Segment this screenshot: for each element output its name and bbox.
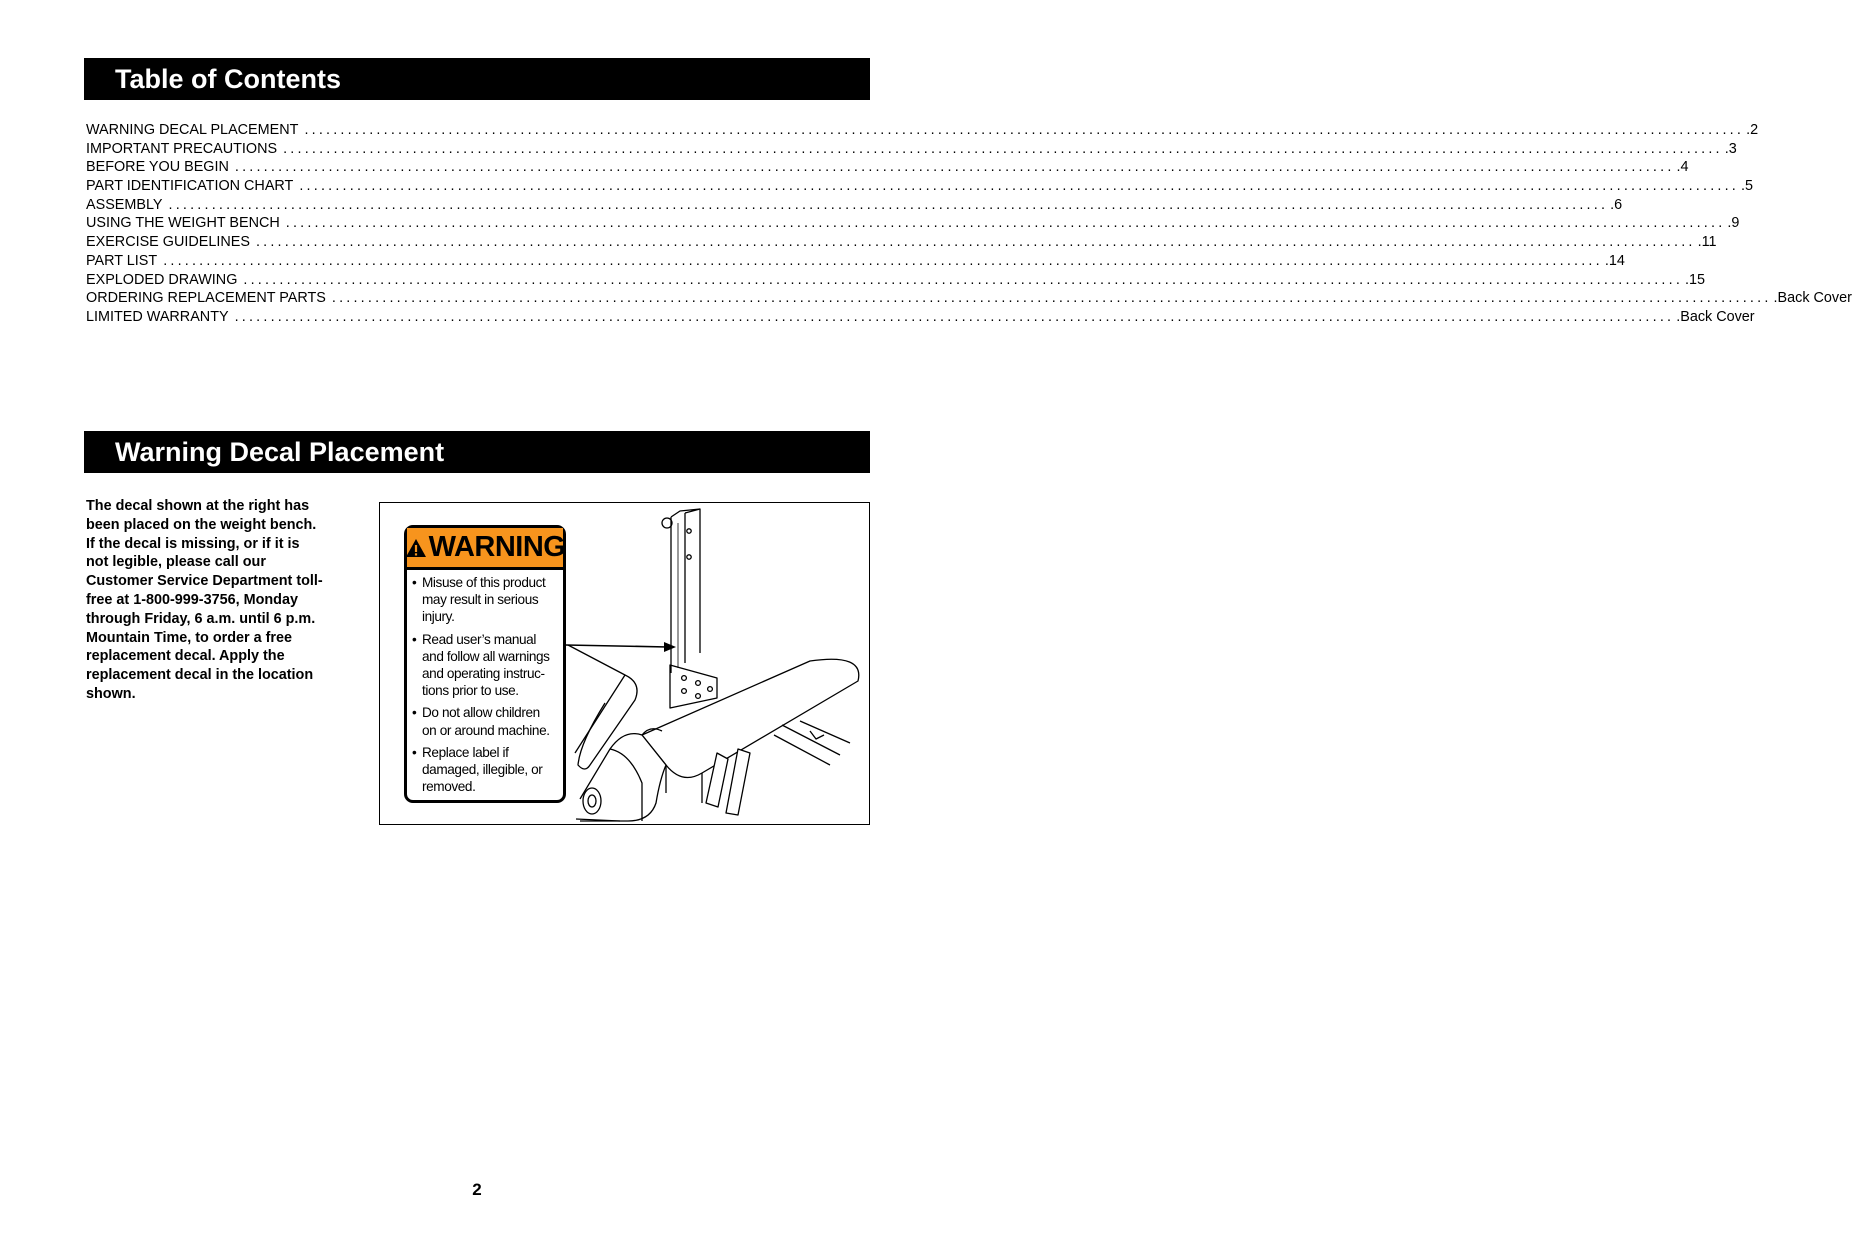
toc-entry-page: .5	[1741, 178, 1754, 195]
decal-instructions-line: Mountain Time, to order a free	[86, 629, 293, 646]
decal-illustration	[379, 502, 870, 825]
decal-instructions-line: not legible, please call our	[86, 554, 266, 571]
warning-decal	[404, 525, 566, 803]
toc-entry	[86, 158, 1689, 177]
warning-bullet-line: Do not allow children	[422, 705, 540, 721]
toc-entry	[86, 308, 1755, 327]
toc-leader-dots: ........................................................................................................................................................................................................	[304, 122, 1745, 138]
toc-entry-page: .3	[1724, 140, 1737, 157]
warning-decal-heading-bar	[84, 431, 870, 473]
bullet-icon: •	[412, 575, 417, 590]
warning-bullet	[412, 631, 557, 700]
warning-bullet-line: removed.	[422, 779, 476, 795]
arrow-head-icon	[664, 642, 676, 652]
decal-instructions-line: been placed on the weight bench.	[86, 516, 317, 533]
toc-list	[86, 121, 1852, 327]
toc-entry-title: PART LIST	[86, 252, 158, 269]
toc-entry-title: EXERCISE GUIDELINES	[86, 234, 250, 251]
warning-bullet	[412, 744, 557, 796]
warning-decal-title: WARNING	[428, 531, 566, 563]
toc-entry-page: .2	[1746, 122, 1759, 138]
toc-entry	[86, 252, 1625, 271]
toc-leader-dots: ........................................................................................................................................................................................................	[168, 196, 1609, 213]
toc-entry	[86, 121, 1759, 140]
toc-entry-page: .9	[1727, 215, 1740, 232]
toc-entry-title: ASSEMBLY	[86, 196, 163, 213]
warning-bullet-line: injury.	[422, 609, 455, 625]
decal-instructions-line: replacement decal. Apply the	[86, 648, 285, 665]
toc-entry-page: .15	[1685, 271, 1706, 288]
toc-entry	[86, 196, 1623, 215]
toc-entry	[86, 177, 1754, 196]
toc-entry-page: .6	[1610, 196, 1623, 213]
toc-entry-title: ORDERING REPLACEMENT PARTS	[86, 290, 326, 307]
decal-instructions-line: shown.	[86, 685, 136, 702]
decal-instructions-line: replacement decal in the location	[86, 667, 314, 684]
decal-instructions-text	[86, 497, 356, 704]
warning-bullet-line: damaged, illegible, or	[422, 762, 543, 778]
bullet-icon: •	[412, 631, 417, 647]
toc-heading: Table of Contents	[115, 64, 341, 94]
warning-bullet-line: on or around machine.	[422, 722, 550, 738]
warning-triangle-icon	[405, 537, 427, 559]
warning-bullet-line: Misuse of this product	[422, 575, 546, 590]
decal-instructions-line: The decal shown at the right has	[86, 498, 310, 514]
warning-bullet	[412, 574, 557, 626]
toc-entry-page: .4	[1676, 159, 1689, 176]
toc-leader-dots: ........................................................................................................................................................................................................	[255, 234, 1696, 251]
decal-instructions-line: Customer Service Department toll-	[86, 573, 323, 590]
warning-bullet	[412, 704, 557, 738]
toc-leader-dots: ........................................................................................................................................................................................................	[234, 308, 1675, 325]
toc-leader-dots: ........................................................................................................................................................................................................	[243, 271, 1684, 288]
toc-entry-page: .Back Cover	[1773, 290, 1852, 307]
decal-instructions-line: free at 1-800-999-3756, Monday	[86, 591, 298, 608]
toc-entry	[86, 271, 1706, 290]
page-number: 2	[472, 1180, 482, 1199]
warning-bullet-line: may result in serious	[422, 592, 539, 608]
toc-entry-title: EXPLODED DRAWING	[86, 271, 238, 288]
toc-entry	[86, 289, 1852, 308]
toc-entry-title: LIMITED WARRANTY	[86, 308, 229, 325]
warning-bullet-text	[422, 574, 545, 626]
toc-leader-dots: ........................................................................................................................................................................................................	[331, 290, 1772, 307]
toc-leader-dots: ........................................................................................................................................................................................................	[163, 252, 1603, 269]
warning-decal-bullets	[407, 570, 563, 795]
decal-instructions-line: through Friday, 6 a.m. until 6 p.m.	[86, 610, 316, 627]
toc-entry-page: .14	[1604, 252, 1625, 269]
decal-instructions-line: If the decal is missing, or if it is	[86, 535, 300, 552]
toc-entry-title: BEFORE YOU BEGIN	[86, 159, 229, 176]
toc-entry-page: .11	[1697, 234, 1717, 251]
toc-entry-title: PART IDENTIFICATION CHART	[86, 178, 294, 195]
toc-entry-title: WARNING DECAL PLACEMENT	[86, 122, 299, 138]
toc-leader-dots: ........................................................................................................................................................................................................	[299, 178, 1739, 195]
bullet-icon: •	[412, 705, 417, 721]
toc-entry-page: .Back Cover	[1676, 308, 1755, 325]
warning-bullet-line: Replace label if	[422, 744, 509, 760]
warning-bullet-text	[422, 744, 542, 796]
toc-leader-dots: ........................................................................................................................................................................................................	[234, 159, 1675, 176]
toc-entry	[86, 140, 1737, 159]
warning-bullet-line: tions prior to use.	[422, 683, 519, 699]
warning-bullet-text	[422, 704, 550, 738]
toc-heading-bar	[84, 58, 870, 100]
toc-entry	[86, 214, 1740, 233]
toc-entry-title: IMPORTANT PRECAUTIONS	[86, 140, 278, 157]
warning-decal-heading: Warning Decal Placement	[115, 437, 445, 467]
toc-entry	[86, 233, 1717, 252]
toc-entry-title: USING THE WEIGHT BENCH	[86, 215, 280, 232]
warning-bullet-line: and operating instruc-	[422, 666, 545, 682]
warning-bullet-text	[422, 631, 550, 700]
warning-decal-header	[407, 528, 566, 570]
toc-leader-dots: ........................................................................................................................................................................................................	[283, 140, 1723, 157]
warning-bullet-line: and follow all warnings	[422, 648, 550, 664]
toc-leader-dots: ........................................................................................................................................................................................................	[285, 215, 1726, 232]
warning-bullet-line: Read user’s manual	[422, 631, 536, 647]
pointer-line	[566, 645, 668, 647]
bullet-icon: •	[412, 744, 417, 760]
